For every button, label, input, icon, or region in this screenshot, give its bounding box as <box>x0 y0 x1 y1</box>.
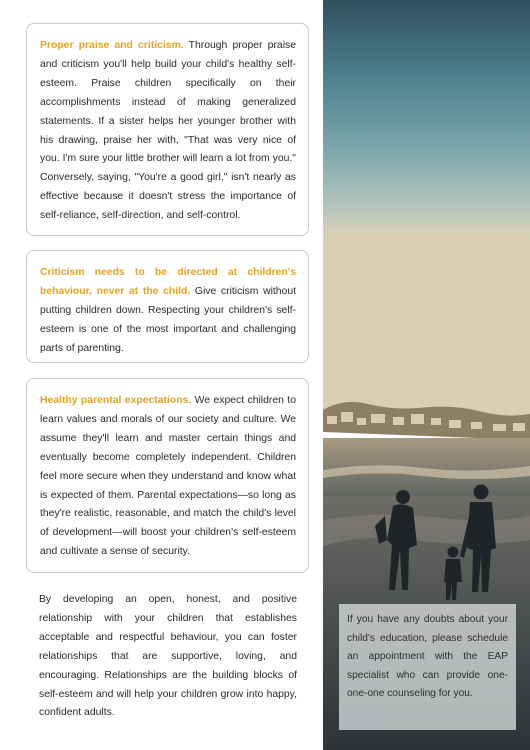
contact-note-text: If you have any doubts about your child's education, please schedule an appointment with the EAP specialist who can provide one-one-one counseling for you. <box>347 614 508 700</box>
contact-note-box <box>339 604 516 730</box>
card-heading: Criticism needs to be directed at children's behaviour, never at the child. <box>40 267 296 297</box>
closing-paragraph: By developing an open, honest, and positive relationship with your children that establishes acceptable and respectful behaviour, you can foster relationships that are supportive, loving, and encouraging. Relationships are the building blocks of self-esteem and will help your children grow into happy, confident adults. <box>39 594 297 719</box>
card-heading: Proper praise and criticism. <box>40 40 184 51</box>
card-heading: Healthy parental expectations. <box>40 395 192 406</box>
criticism-behaviour-card <box>26 250 309 363</box>
parental-expectations-card <box>26 378 309 573</box>
praise-criticism-card <box>26 23 309 236</box>
card-body: We expect children to learn values and morals of our society and culture. We assume they'll learn and master certain things and eventually become completely independent. Children feel more secure when they understand and know what is expected of them. Parental expectations—so long as they're realistic, reasonable, and match the child's level of development—will boost your children's self-esteem and cultivate a sense of security. <box>40 395 296 558</box>
card-body: Through proper praise and criticism you'll help build your child's healthy self-esteem. Praise children specifically on their accomplishments instead of making generalized statements. If a sister helps her younger brother with his drawing, praise her with, "That was very nice of you. I'm sure your little brother will learn a lot from you." Conversely, saying, "You're a good girl," isn't nearly as effective because it doesn't stress the importance of self-reliance, self-direction, and self-control. <box>40 40 296 222</box>
card-body: Give criticism without putting children down. Respecting your children's self-esteem is one of the most important and challenging parts of parenting. <box>40 285 296 354</box>
